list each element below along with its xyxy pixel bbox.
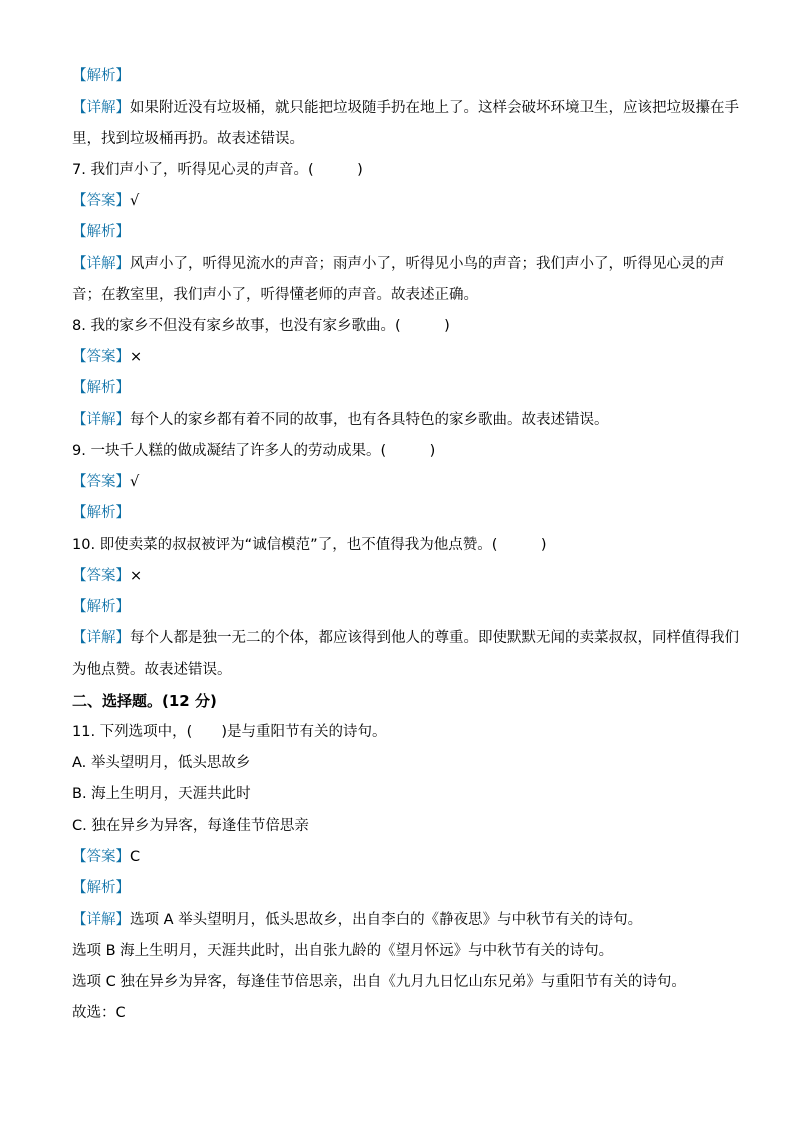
detail-continuation: 音；在教室里，我们声小了，听得懂老师的声音。故表述正确。 — [72, 287, 478, 303]
answer-value: × — [130, 349, 143, 365]
answer-value: C — [130, 849, 141, 865]
detail-continuation: 里，找到垃圾桶再扔。故表述错误。 — [72, 131, 304, 147]
detail-tag: 【详解】 — [72, 100, 130, 116]
answer-tag: 【答案】 — [72, 568, 130, 584]
answer-value: √ — [130, 474, 140, 490]
detail-tag: 【详解】 — [72, 630, 130, 646]
option-c: C. 独在异乡为异客，每逢佳节倍思亲 — [72, 818, 309, 834]
analysis-tag: 【解析】 — [72, 599, 130, 615]
detail-text: 如果附近没有垃圾桶，就只能把垃圾随手扔在地上了。这样会破坏环境卫生，应该把垃圾攥在手 — [130, 100, 739, 116]
answer-line — [72, 191, 732, 211]
answer-value: × — [130, 568, 143, 584]
question-11: 11. 下列选项中，( )是与重阳节有关的诗句。 — [72, 724, 387, 740]
answer-tag: 【答案】 — [72, 849, 130, 865]
question-8: 8. 我的家乡不但没有家乡故事，也没有家乡歌曲。( ) — [72, 318, 450, 334]
analysis-tag: 【解析】 — [72, 880, 130, 896]
analysis-label — [72, 66, 732, 86]
answer-value: √ — [130, 193, 140, 209]
conclusion: 故选：C — [72, 1005, 126, 1021]
detail-continuation: 选项 B 海上生明月，天涯共此时，出自张九龄的《望月怀远》与中秋节有关的诗句。 — [72, 943, 614, 959]
detail-line — [72, 910, 732, 930]
detail-continuation: 选项 C 独在异乡为异客，每逢佳节倍思亲，出自《九月九日忆山东兄弟》与重阳节有关的诗句。 — [72, 974, 686, 990]
answer-tag: 【答案】 — [72, 193, 130, 209]
detail-line — [72, 254, 732, 274]
detail-text: 每个人的家乡都有着不同的故事，也有各具特色的家乡歌曲。故表述错误。 — [130, 412, 609, 428]
answer-line — [72, 566, 732, 586]
question-9: 9. 一块千人糕的做成凝结了许多人的劳动成果。( ) — [72, 443, 436, 459]
section-title: 二、选择题。(12 分) — [72, 692, 217, 710]
detail-text: 每个人都是独一无二的个体，都应该得到他人的尊重。即使默默无闻的卖菜叔叔，同样值得我们 — [130, 630, 739, 646]
question-10: 10. 即使卖菜的叔叔被评为“诚信模范”了，也不值得我为他点赞。( ) — [72, 537, 547, 553]
analysis-label — [72, 597, 732, 617]
option-a: A. 举头望明月，低头思故乡 — [72, 755, 251, 771]
answer-line — [72, 472, 732, 492]
detail-continuation: 为他点赞。故表述错误。 — [72, 662, 232, 678]
answer-tag: 【答案】 — [72, 474, 130, 490]
detail-line — [72, 410, 732, 430]
question-7: 7. 我们声小了，听得见心灵的声音。( ) — [72, 162, 363, 178]
detail-tag: 【详解】 — [72, 256, 130, 272]
detail-text: 风声小了，听得见流水的声音；雨声小了，听得见小鸟的声音；我们声小了，听得见心灵的声 — [130, 256, 725, 272]
detail-line — [72, 628, 739, 648]
analysis-label — [72, 503, 732, 523]
detail-line — [72, 98, 739, 118]
answer-tag: 【答案】 — [72, 349, 130, 365]
analysis-label — [72, 378, 732, 398]
answer-line — [72, 347, 732, 367]
answer-line — [72, 847, 732, 867]
detail-tag: 【详解】 — [72, 912, 130, 928]
analysis-tag: 【解析】 — [72, 380, 130, 396]
option-b: B. 海上生明月，天涯共此时 — [72, 786, 251, 802]
detail-text: 选项 A 举头望明月，低头思故乡，出自李白的《静夜思》与中秋节有关的诗句。 — [130, 912, 643, 928]
analysis-label — [72, 222, 732, 242]
analysis-tag: 【解析】 — [72, 68, 130, 84]
analysis-label — [72, 878, 732, 898]
analysis-tag: 【解析】 — [72, 224, 130, 240]
detail-tag: 【详解】 — [72, 412, 130, 428]
analysis-tag: 【解析】 — [72, 505, 130, 521]
